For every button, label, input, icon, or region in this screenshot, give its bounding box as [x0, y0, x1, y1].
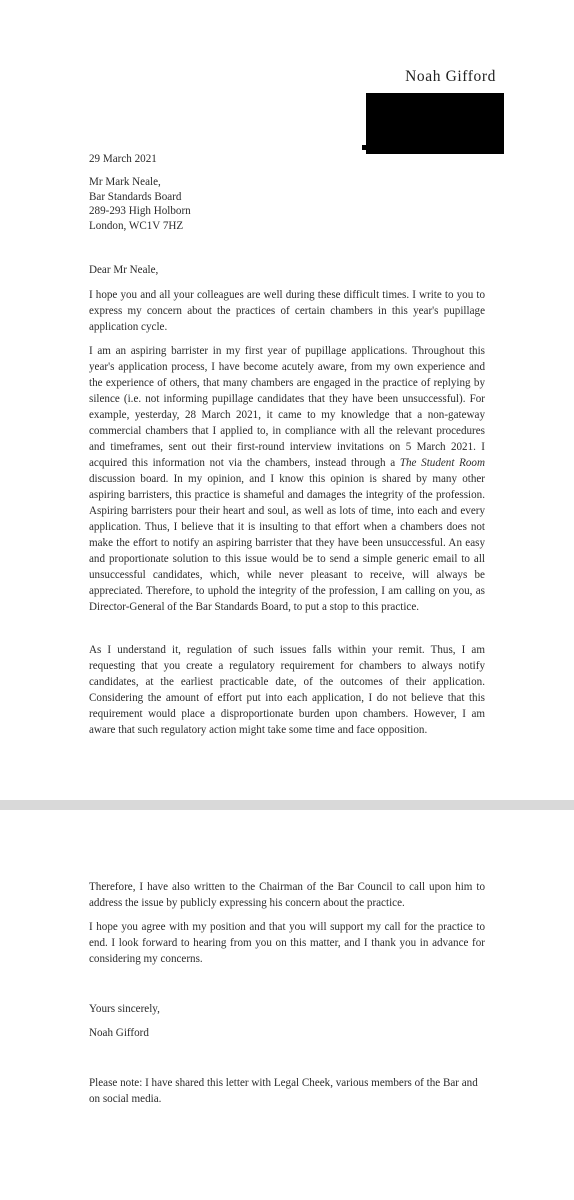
redaction-block: [366, 93, 504, 154]
redaction-edge: [362, 145, 366, 150]
postscript-note: Please note: I have shared this letter with Legal Cheek, various members of the Bar and on social media.: [89, 1077, 478, 1105]
signature-name: Noah Gifford: [89, 1027, 149, 1039]
body-paragraph-2: [89, 343, 485, 615]
sender-name-header: Noah Gifford: [405, 68, 496, 85]
body-paragraph-1: I hope you and all your colleagues are well during these difficult times. I write to you to express my concern about the practices of certain chambers in this year's pupillage application cycle.: [89, 289, 485, 333]
letter-page-2: [0, 810, 574, 1200]
address-line: Mr Mark Neale,: [89, 176, 161, 188]
body-paragraph-4: Therefore, I have also written to the Chairman of the Bar Council to call upon him to address the issue by publicly expressing his concern about the practice.: [89, 881, 485, 909]
paragraph-2-text-end: discussion board. In my opinion, and I know this opinion is shared by many other aspiring barristers, this practice is shameful and damages the integrity of the profession. Aspiring barristers pour their heart and soul, as well as lots of time, into each and every application. Thus, I believe that it is insulting to that effort when a chambers does not make the effort to notify an aspiring barrister that they have been unsuccessful. An easy and proportionate solution to this issue would be to send a simple generic email to all unsuccessful candidates, which, while never pleasant to receive, will always be appreciated. Therefore, to uphold the integrity of the profession, I am calling on you, as Director-General of the Bar Standards Board, to put a stop to this practice.: [89, 473, 485, 613]
body-paragraph-3: As I understand it, regulation of such issues falls within your remit. Thus, I am requesting that you create a regulatory requirement for chambers to always notify candidates, at the earliest practicable date, of the outcomes of their application. Considering the amount of effort put into each application, I do not believe that this requirement would place a disproportionate burden upon chambers. However, I am aware that such regulatory action might take some time and face opposition.: [89, 644, 485, 736]
closing: Yours sincerely,: [89, 1003, 160, 1015]
letter-date: 29 March 2021: [89, 153, 157, 165]
body-paragraph-5: I hope you agree with my position and that you will support my call for the practice to end. I look forward to hearing from you on this matter, and I thank you in advance for considering my concerns.: [89, 921, 485, 965]
address-line: London, WC1V 7HZ: [89, 219, 184, 232]
address-line: 289-293 High Holborn: [89, 205, 191, 217]
paragraph-2-text-start: I am an aspiring barrister in my first year of pupillage applications. Throughout this year's application process, I have become acutely aware, from my own experience and the experience of others, that many chambers are engaged in the practice of replying by silence (i.e. not informing pupillage candidates that they have been unsuccessful). For example, yesterday, 28 March 2021, it came to my knowledge that a non-gateway commercial chambers that I applied to, in compliance with all the relevant procedures and timeframes, sent out their first-round interview invitations on 5 March 2021. I acquired this information not via the chambers, instead through a: [89, 345, 485, 469]
student-room-reference: The Student Room: [399, 457, 485, 469]
address-line: Bar Standards Board: [89, 190, 182, 203]
salutation: Dear Mr Neale,: [89, 264, 159, 276]
